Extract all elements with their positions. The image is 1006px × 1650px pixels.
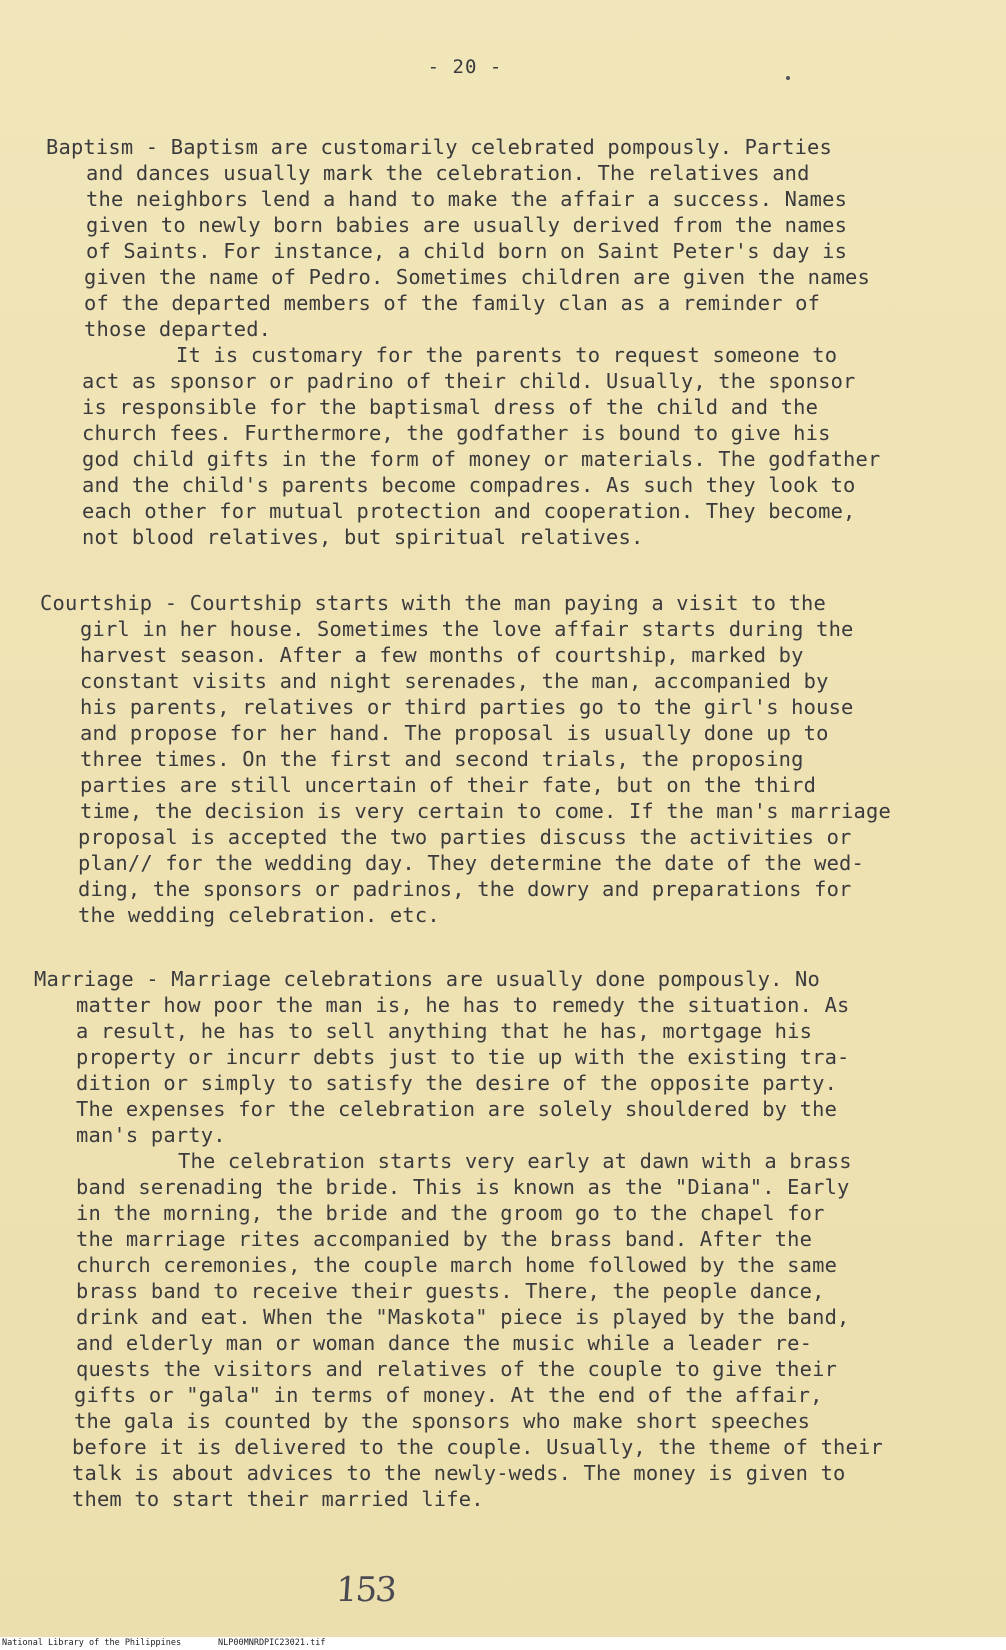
text-line: property or incurr debts just to tie up with the existing tra- bbox=[76, 1045, 850, 1069]
text-line: Courtship - Courtship starts with the man paying a visit to the bbox=[40, 591, 827, 615]
footer-library-name: National Library of the Philippines bbox=[2, 1638, 182, 1648]
text-line: gifts or "gala" in terms of money. At the end of the affair, bbox=[74, 1383, 823, 1407]
text-line: given the name of Pedro. Sometimes children are given the names bbox=[84, 265, 871, 289]
footer-file-name: NLP00MNRDPIC23021.tif bbox=[218, 1638, 326, 1648]
ink-dot bbox=[786, 76, 790, 80]
text-line: the gala is counted by the sponsors who make short speeches bbox=[74, 1409, 811, 1433]
text-line: them to start their married life. bbox=[72, 1487, 484, 1511]
text-line: act as sponsor or padrino of their child. Usually, the sponsor bbox=[82, 369, 856, 393]
text-line: in the morning, the bride and the groom go to the chapel for bbox=[76, 1201, 825, 1225]
text-line: church fees. Furthermore, the godfather is bound to give his bbox=[82, 421, 831, 445]
text-line: talk is about advices to the newly-weds. The money is given to bbox=[72, 1461, 846, 1485]
text-line: before it is delivered to the couple. Usually, the theme of their bbox=[72, 1435, 883, 1459]
text-line: and the child's parents become compadres. As such they look to bbox=[82, 473, 856, 497]
text-line: the marriage rites accompanied by the brass band. After the bbox=[76, 1227, 813, 1251]
text-line: constant visits and night serenades, the man, accompanied by bbox=[80, 669, 829, 693]
text-line: Baptism - Baptism are customarily celebrated pompously. Parties bbox=[46, 135, 833, 159]
text-line: the neighbors lend a hand to make the affair a success. Names bbox=[86, 187, 848, 211]
text-line: and elderly man or woman dance the music while a leader re- bbox=[76, 1331, 813, 1355]
text-line: plan// for the wedding day. They determine the date of the wed- bbox=[78, 851, 865, 875]
scan-footer bbox=[0, 1637, 1006, 1650]
text-line: those departed. bbox=[84, 317, 272, 341]
text-line: is responsible for the baptismal dress of the child and the bbox=[82, 395, 819, 419]
text-line: The celebration starts very early at dawn with a brass bbox=[178, 1149, 852, 1173]
handwritten-page-number: 153 bbox=[334, 1570, 397, 1610]
text-line: god child gifts in the form of money or materials. The godfather bbox=[82, 447, 881, 471]
text-line: church ceremonies, the couple march home followed by the same bbox=[76, 1253, 838, 1277]
text-line: brass band to receive their guests. There, the people dance, bbox=[76, 1279, 825, 1303]
text-line: parties are still uncertain of their fate, but on the third bbox=[80, 773, 817, 797]
text-line: of the departed members of the family clan as a reminder of bbox=[84, 291, 821, 315]
text-line: of Saints. For instance, a child born on Saint Peter's day is bbox=[86, 239, 848, 263]
text-line: each other for mutual protection and cooperation. They become, bbox=[82, 499, 856, 523]
text-line: man's party. bbox=[76, 1123, 226, 1147]
text-line: matter how poor the man is, he has to remedy the situation. As bbox=[76, 993, 850, 1017]
text-line: quests the visitors and relatives of the couple to give their bbox=[76, 1357, 838, 1381]
text-line: time, the decision is very certain to come. If the man's marriage bbox=[80, 799, 891, 823]
text-line: band serenading the bride. This is known as the "Diana". Early bbox=[76, 1175, 850, 1199]
text-line: drink and eat. When the "Maskota" piece is played by the band, bbox=[76, 1305, 850, 1329]
text-line: girl in her house. Sometimes the love affair starts during the bbox=[80, 617, 854, 641]
text-line: not blood relatives, but spiritual relatives. bbox=[82, 525, 644, 549]
text-line: The expenses for the celebration are solely shouldered by the bbox=[76, 1097, 838, 1121]
page-number: - 20 - bbox=[427, 56, 503, 78]
text-line: and dances usually mark the celebration. The relatives and bbox=[86, 161, 810, 185]
text-line: given to newly born babies are usually derived from the names bbox=[86, 213, 848, 237]
text-line: It is customary for the parents to request someone to bbox=[176, 343, 838, 367]
text-line: the wedding celebration. etc. bbox=[78, 903, 440, 927]
text-line: a result, he has to sell anything that he has, mortgage his bbox=[76, 1019, 813, 1043]
text-line: Marriage - Marriage celebrations are usually done pompously. No bbox=[34, 967, 821, 991]
text-line: dition or simply to satisfy the desire of the opposite party. bbox=[76, 1071, 838, 1095]
text-line: three times. On the first and second trials, the proposing bbox=[80, 747, 804, 771]
text-line: proposal is accepted the two parties discuss the activities or bbox=[78, 825, 852, 849]
text-line: harvest season. After a few months of courtship, marked by bbox=[80, 643, 804, 667]
text-line: his parents, relatives or third parties go to the girl's house bbox=[80, 695, 854, 719]
text-line: ding, the sponsors or padrinos, the dowry and preparations for bbox=[78, 877, 852, 901]
text-line: and propose for her hand. The proposal is usually done up to bbox=[80, 721, 829, 745]
